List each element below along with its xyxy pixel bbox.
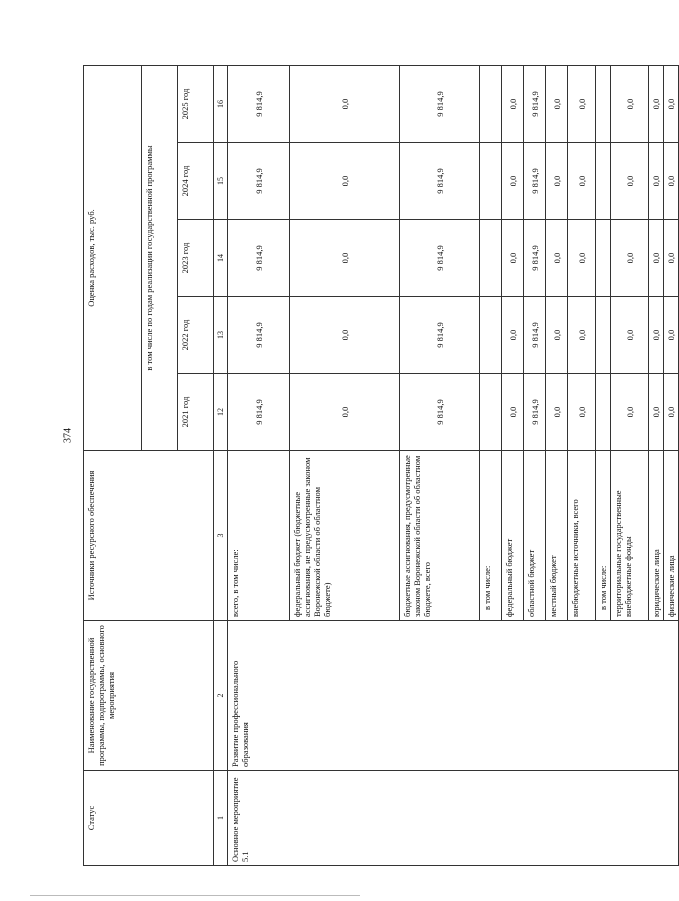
row-value: 0,0 bbox=[649, 65, 664, 142]
header-year: 2024 год bbox=[178, 143, 214, 220]
row-source: федеральный бюджет bbox=[502, 451, 524, 621]
row-value bbox=[480, 374, 502, 451]
header-year: 2023 год bbox=[178, 220, 214, 297]
row-value bbox=[480, 143, 502, 220]
row-value: 0,0 bbox=[664, 297, 679, 374]
row-source: физические лица bbox=[664, 451, 679, 621]
row-value: 0,0 bbox=[664, 143, 679, 220]
column-number: 15 bbox=[214, 143, 228, 220]
row-value: 9 814,9 bbox=[400, 220, 480, 297]
row-value: 0,0 bbox=[290, 143, 400, 220]
column-number: 2 bbox=[214, 621, 228, 771]
row-source: областной бюджет bbox=[524, 451, 546, 621]
row-value: 0,0 bbox=[290, 374, 400, 451]
row-source: всего, в том числе: bbox=[228, 451, 290, 621]
row-value: 9 814,9 bbox=[524, 143, 546, 220]
header-name: Наименование государственной программы, подпрограммы, основного мероприятия bbox=[84, 621, 214, 771]
row-value: 0,0 bbox=[649, 374, 664, 451]
row-value: 9 814,9 bbox=[524, 297, 546, 374]
row-value: 9 814,9 bbox=[228, 297, 290, 374]
activity-name: Развитие профессионального образования bbox=[228, 621, 679, 771]
row-value: 0,0 bbox=[502, 297, 524, 374]
row-value: 0,0 bbox=[546, 374, 568, 451]
column-number: 1 bbox=[214, 771, 228, 866]
row-value: 0,0 bbox=[611, 143, 649, 220]
column-number: 3 bbox=[214, 451, 228, 621]
page-number: 374 bbox=[62, 428, 74, 443]
row-value: 0,0 bbox=[649, 143, 664, 220]
row-value: 0,0 bbox=[290, 297, 400, 374]
header-source: Источники ресурсного обеспечения bbox=[84, 451, 214, 621]
row-source: в том числе: bbox=[480, 451, 502, 621]
row-value: 0,0 bbox=[664, 65, 679, 142]
row-value: 9 814,9 bbox=[228, 143, 290, 220]
row-value bbox=[596, 374, 611, 451]
column-number: 14 bbox=[214, 220, 228, 297]
row-value bbox=[480, 65, 502, 142]
row-value: 0,0 bbox=[611, 65, 649, 142]
row-value bbox=[480, 297, 502, 374]
row-source: территориальные государственные внебюджетные фонды bbox=[611, 451, 649, 621]
row-source: внебюджетные источники, всего bbox=[568, 451, 596, 621]
rotated-page bbox=[83, 66, 677, 866]
row-source: в том числе: bbox=[596, 451, 611, 621]
row-value: 9 814,9 bbox=[228, 65, 290, 142]
row-source: федеральный бюджет (бюджетные ассигнования, не предусмотренные законом Воронежской области об областном бюджете) bbox=[290, 451, 400, 621]
row-value: 0,0 bbox=[568, 374, 596, 451]
row-value: 0,0 bbox=[611, 220, 649, 297]
row-source: бюджетные ассигнования, предусмотренные законом Воронежской области об областном бюджете, всего bbox=[400, 451, 480, 621]
header-year: 2022 год bbox=[178, 297, 214, 374]
column-number: 16 bbox=[214, 65, 228, 142]
row-value bbox=[596, 297, 611, 374]
row-value: 9 814,9 bbox=[400, 65, 480, 142]
row-value: 0,0 bbox=[546, 143, 568, 220]
row-value: 9 814,9 bbox=[228, 374, 290, 451]
row-value bbox=[480, 220, 502, 297]
row-value: 0,0 bbox=[502, 220, 524, 297]
header-year: 2021 год bbox=[178, 374, 214, 451]
header-estimate: Оценка расходов, тыс. руб. bbox=[84, 65, 142, 450]
row-value: 9 814,9 bbox=[400, 374, 480, 451]
row-value: 0,0 bbox=[546, 220, 568, 297]
row-value: 0,0 bbox=[664, 220, 679, 297]
activity-status: Основное мероприятие 5.1 bbox=[228, 771, 679, 866]
row-value: 0,0 bbox=[290, 65, 400, 142]
row-value: 0,0 bbox=[502, 374, 524, 451]
row-value: 0,0 bbox=[664, 374, 679, 451]
header-year: 2025 год bbox=[178, 65, 214, 142]
row-value: 0,0 bbox=[649, 220, 664, 297]
expenditure-table bbox=[83, 65, 679, 866]
column-number: 13 bbox=[214, 297, 228, 374]
row-value: 9 814,9 bbox=[524, 374, 546, 451]
row-value: 0,0 bbox=[611, 374, 649, 451]
row-value: 9 814,9 bbox=[524, 220, 546, 297]
row-value: 0,0 bbox=[649, 297, 664, 374]
row-value: 0,0 bbox=[568, 65, 596, 142]
row-value: 0,0 bbox=[290, 220, 400, 297]
row-value bbox=[596, 65, 611, 142]
row-value: 0,0 bbox=[568, 143, 596, 220]
row-source: местный бюджет bbox=[546, 451, 568, 621]
row-value: 0,0 bbox=[568, 297, 596, 374]
row-value bbox=[596, 143, 611, 220]
row-value: 0,0 bbox=[546, 297, 568, 374]
row-value: 9 814,9 bbox=[400, 297, 480, 374]
row-value: 9 814,9 bbox=[228, 220, 290, 297]
row-value: 0,0 bbox=[568, 220, 596, 297]
row-value: 0,0 bbox=[502, 143, 524, 220]
row-value: 9 814,9 bbox=[400, 143, 480, 220]
column-number: 12 bbox=[214, 374, 228, 451]
row-value bbox=[596, 220, 611, 297]
header-by-years: в том числе по годам реализации государственной программы bbox=[142, 65, 178, 450]
scan-edge-line bbox=[30, 895, 360, 896]
row-value: 9 814,9 bbox=[524, 65, 546, 142]
row-source: юридические лица bbox=[649, 451, 664, 621]
header-status: Статус bbox=[84, 771, 214, 866]
row-value: 0,0 bbox=[611, 297, 649, 374]
row-value: 0,0 bbox=[502, 65, 524, 142]
row-value: 0,0 bbox=[546, 65, 568, 142]
